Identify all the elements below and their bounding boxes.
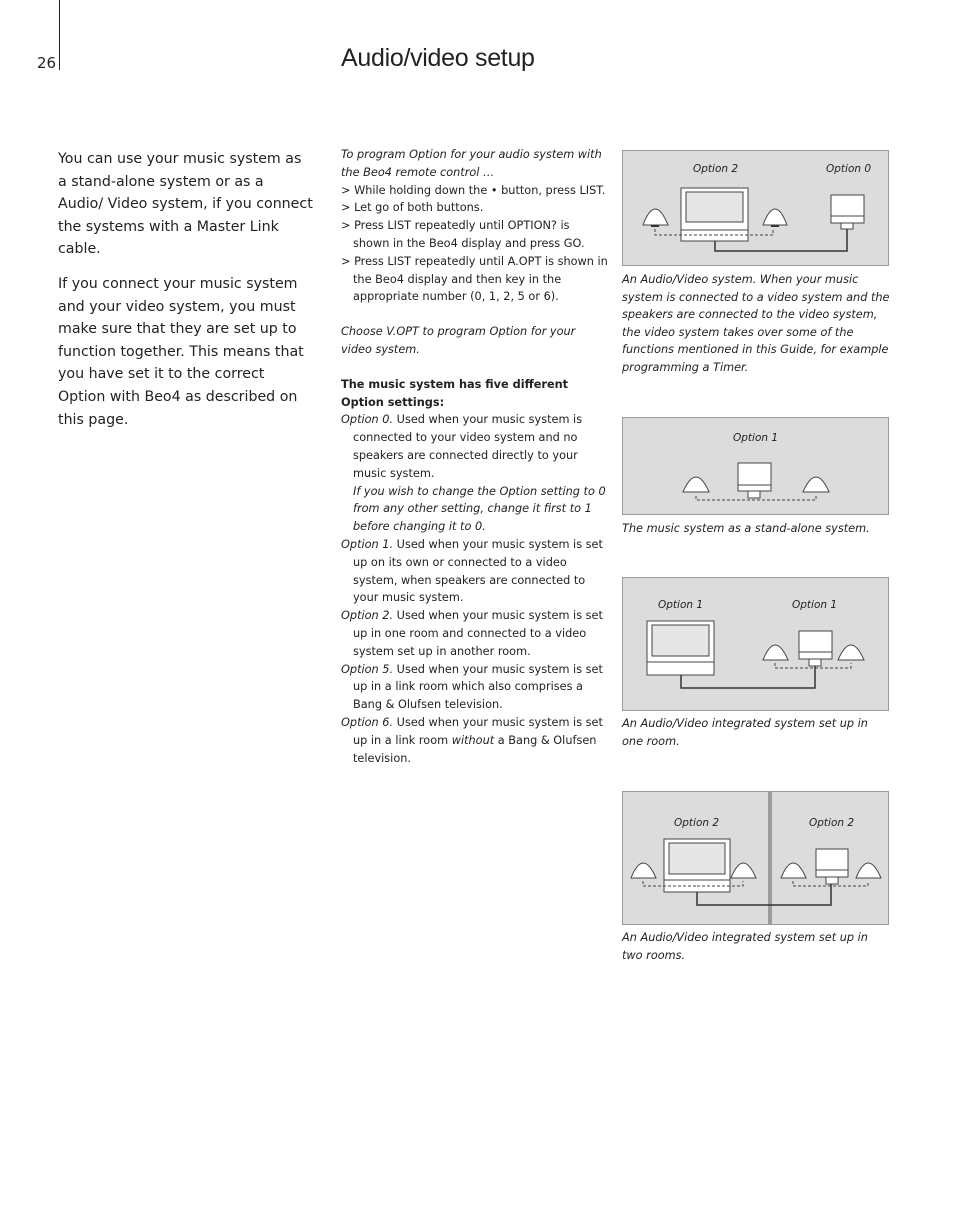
key-list: LIST (579, 183, 602, 197)
figure-2-caption: The music system as a stand-alone system. (622, 522, 870, 535)
figure-integrated-one-room (622, 577, 889, 711)
key-list: LIST (387, 219, 412, 233)
step-4: > Press LIST repeatedly until A.OPT is shown in the Beo4 display and then key in the appropriate number (0, 1, 2, 5 or 6). (341, 254, 608, 304)
step-2: > Let go of both buttons. (341, 201, 484, 215)
figure-integrated-two-rooms (622, 791, 889, 925)
key-5: 5 (517, 290, 525, 304)
option-0-note: If you wish to change the Option setting to 0 from any other setting, change it first to 1 before changing it to 0. (353, 484, 606, 534)
option-1: Option 1. Used when your music system is set up on its own or connected to a video system, when speakers are connected to your music system. (341, 537, 603, 605)
figure-4-illustration (623, 792, 888, 924)
figure-standalone (622, 417, 889, 515)
page-title: Audio/video setup (341, 44, 535, 72)
room-divider (768, 792, 772, 924)
figure-4-label-a: Option 2 (674, 817, 720, 829)
figure-4-label-b: Option 2 (809, 817, 855, 829)
figure-1-caption: An Audio/Video system. When your music system is connected to a video system and the speakers are connected to the video system, the video system takes over some of the functions mentioned in this Guide, for example programming a Timer. (622, 273, 890, 374)
figure-av-system (622, 150, 889, 266)
figure-3-label-b: Option 1 (792, 599, 838, 611)
figure-2-illustration (623, 418, 888, 514)
intro-paragraph-2: If you connect your music system and your video system, you must make sure that they are set up to function together. This means that you have set it to the correct Option with Beo4 as described on this page. (58, 275, 304, 428)
intro-text (58, 148, 313, 443)
instructions-heading: To program Option for your audio system with the Beo4 remote control … (341, 148, 602, 179)
key-6: 6 (543, 290, 551, 304)
option-6: Option 6. Used when your music system is set up in a link room without a Bang & Olufsen television. (341, 715, 603, 765)
intro-paragraph-1: You can use your music system as a stand-alone system or as a Audio/ Video system, if you connect the systems with a Master Link cable. (58, 151, 313, 258)
header-divider (59, 0, 60, 70)
figure-3-illustration (623, 578, 888, 710)
options-heading: The music system has five different Option settings: (341, 377, 569, 409)
key-1: 1 (488, 290, 497, 304)
key-2: 2 (503, 290, 511, 304)
video-option-note: Choose V.OPT to program Option for your video system. (341, 325, 576, 356)
figure-1-label-a: Option 2 (693, 163, 739, 175)
key-0: 0 (474, 290, 482, 304)
figure-1-label-b: Option 0 (826, 163, 872, 175)
figure-1-illustration (623, 151, 888, 265)
figure-3-caption: An Audio/Video integrated system set up in one room. (622, 717, 868, 748)
figure-3-label-a: Option 1 (658, 599, 704, 611)
key-go: GO (563, 236, 581, 250)
instructions-column (341, 146, 609, 767)
step-1: > While holding down the • button, press LIST. (341, 183, 606, 197)
key-list: LIST (387, 254, 412, 268)
figure-4-caption: An Audio/Video integrated system set up in two rooms. (622, 931, 868, 962)
option-5: Option 5. Used when your music system is set up in a link room which also comprises a Bang & Olufsen television. (341, 662, 603, 712)
figure-2-label: Option 1 (733, 432, 779, 444)
option-0: Option 0. Used when your music system is connected to your video system and no speakers are connected directly to your music system. (341, 413, 583, 480)
option-2: Option 2. Used when your music system is set up in one room and connected to a video system set up in another room. (341, 609, 603, 658)
page-number: 26 (37, 54, 57, 72)
step-3: > Press LIST repeatedly until OPTION? is shown in the Beo4 display and press GO. (341, 219, 585, 250)
